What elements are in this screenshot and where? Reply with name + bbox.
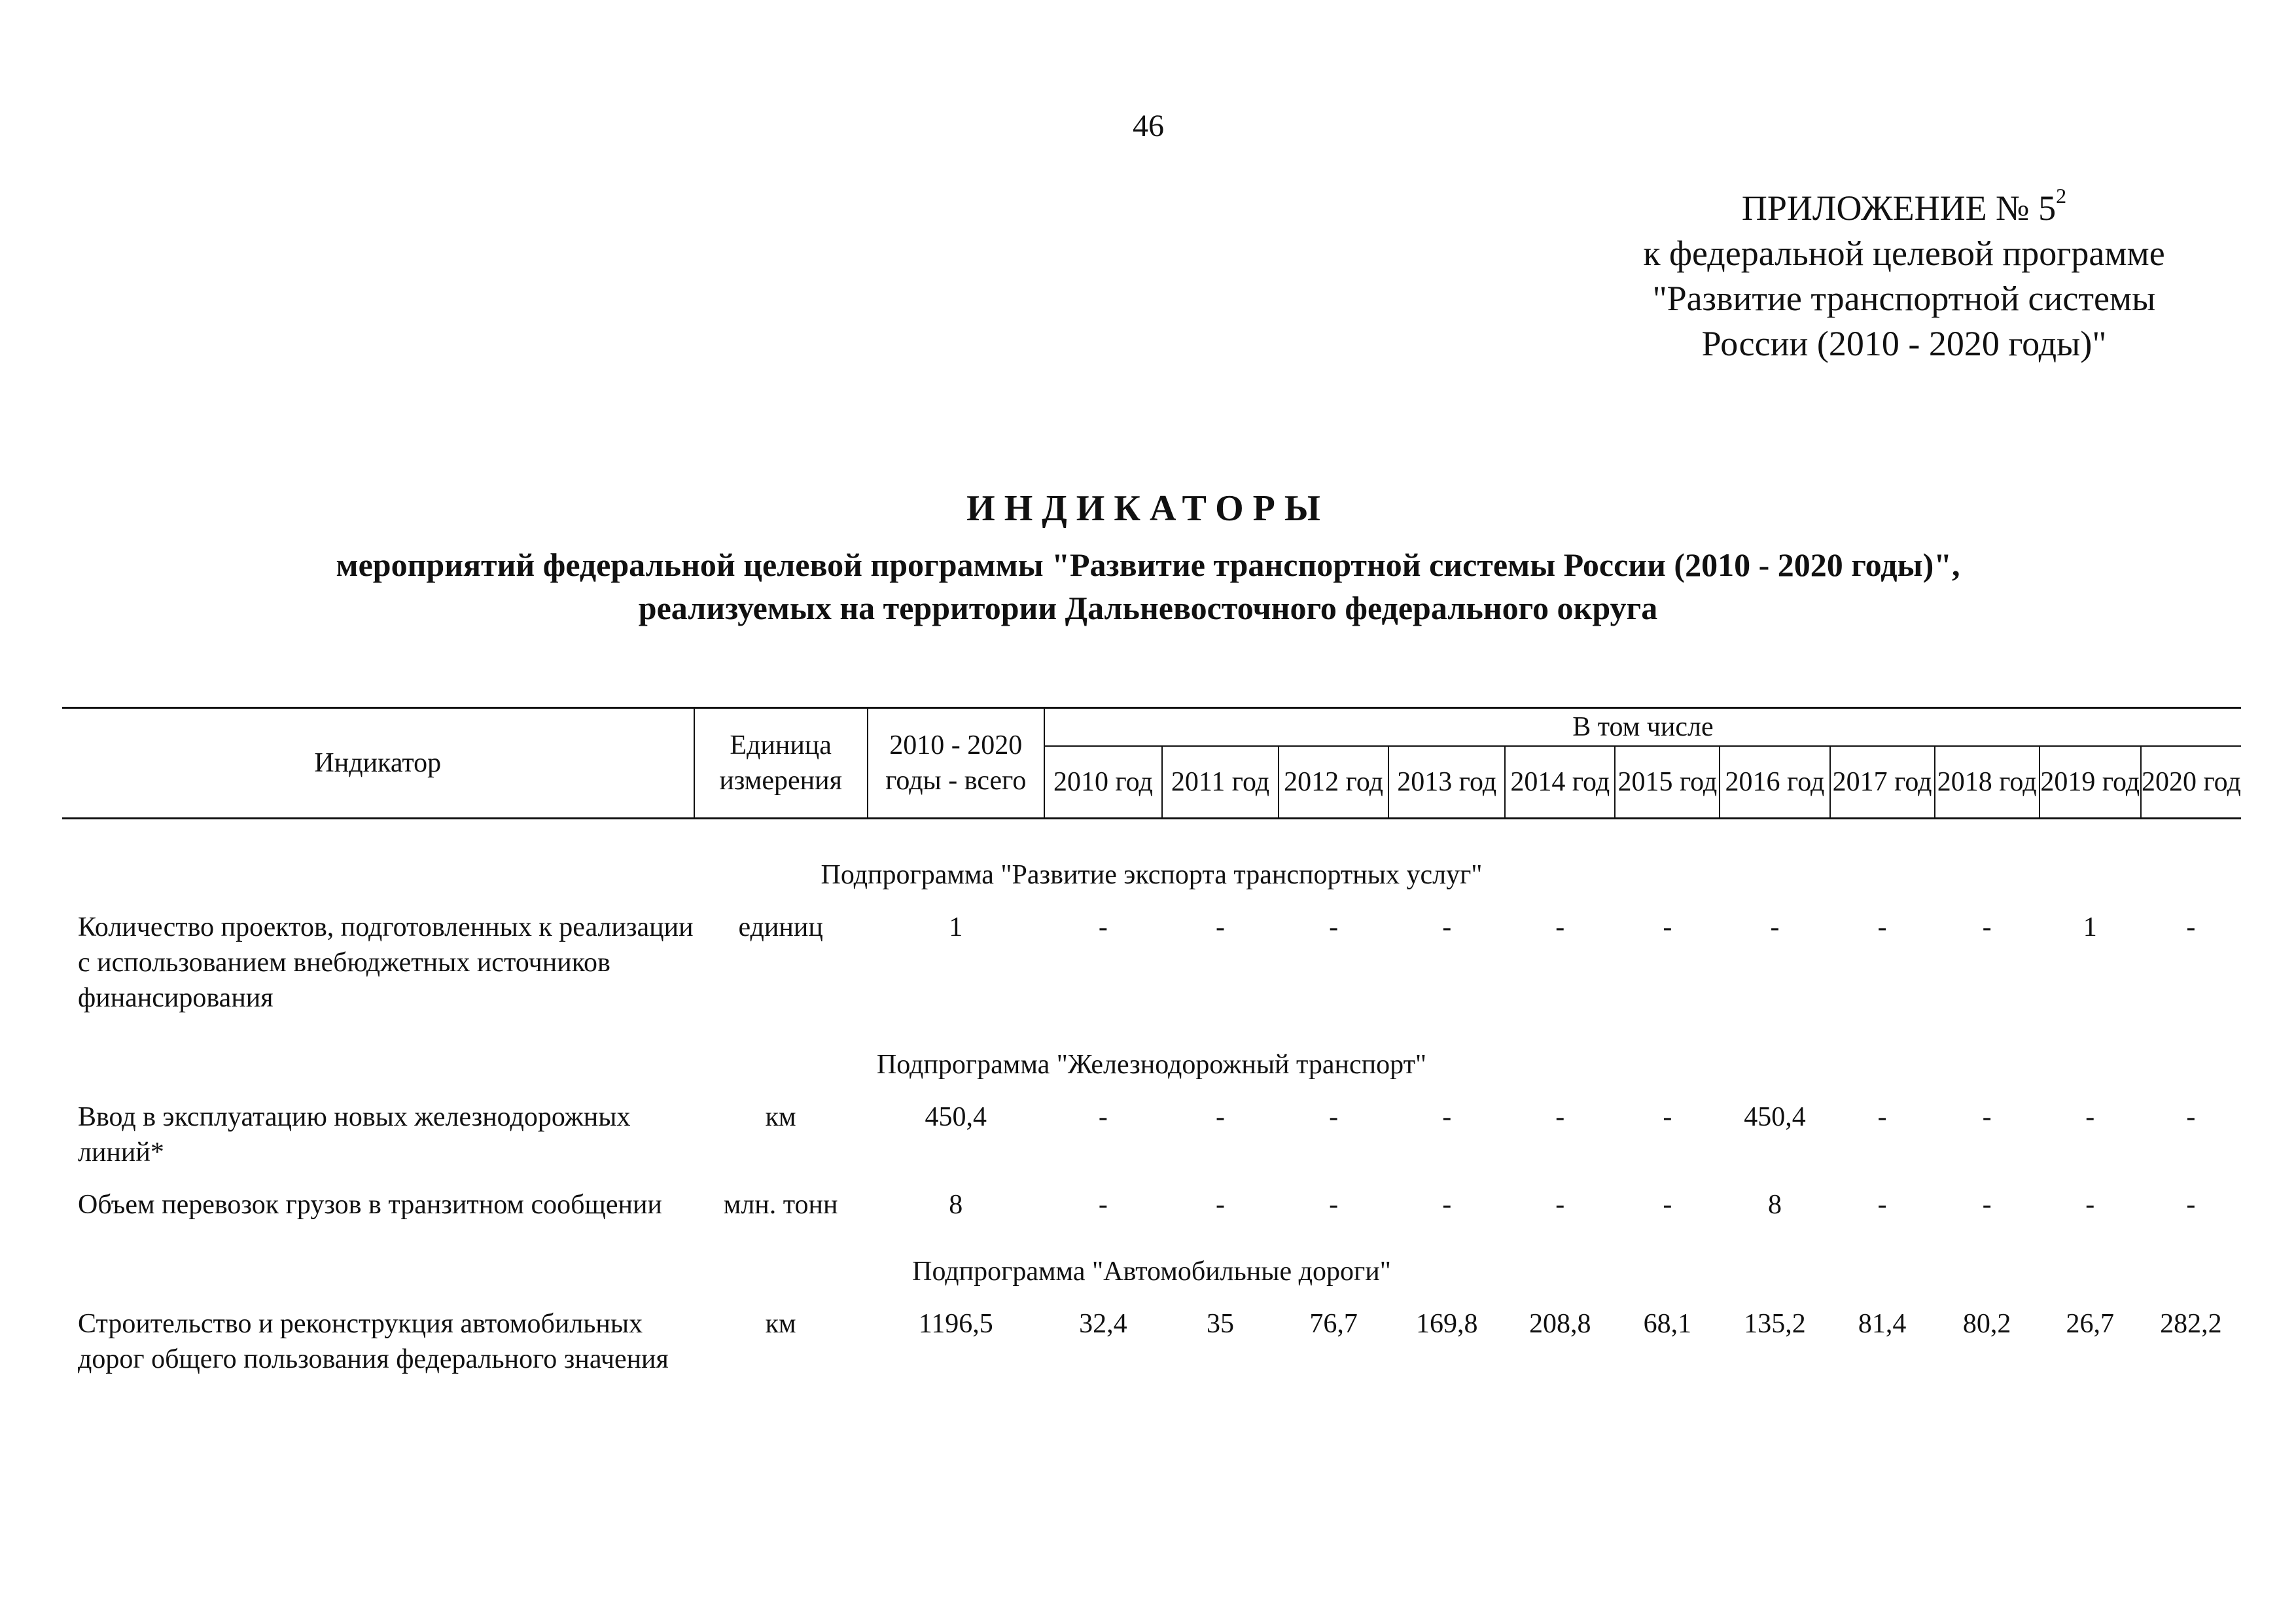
cell-year-value: -: [1329, 1102, 1339, 1132]
appendix-title: ПРИЛОЖЕНИЕ № $5^2$: [1741, 184, 2067, 228]
header-year: 2015 год: [1615, 746, 1720, 819]
cell-year-value: -: [1329, 912, 1339, 942]
cell-unit: единиц: [738, 912, 823, 942]
cell-year-value: -: [1555, 1102, 1565, 1132]
cell-year-value: -: [1982, 912, 1992, 942]
header-year: 2020 год: [2141, 746, 2241, 819]
cell-year-value: 450,4: [1744, 1102, 1806, 1132]
header-year: 2016 год: [1720, 746, 1829, 819]
table-body: [62, 819, 2241, 1395]
header-year: 2010 год: [1044, 746, 1162, 819]
header-year: 2017 год: [1830, 746, 1935, 819]
cell-year-value: 135,2: [1744, 1309, 1806, 1339]
subprogram-row: [62, 843, 2241, 910]
cell-year-value: 76,7: [1309, 1309, 1358, 1339]
cell-indicator: Объем перевозок грузов в транзитном сообщении: [78, 1190, 662, 1220]
document-title: ИНДИКАТОРЫ: [966, 488, 1330, 529]
cell-year-value: 35: [1207, 1309, 1234, 1339]
cell-year-value: -: [1442, 1190, 1452, 1220]
header-year: 2011 год: [1162, 746, 1279, 819]
cell-year-value: -: [1442, 912, 1452, 942]
spacer-cell: [62, 819, 2241, 844]
cell-unit: км: [765, 1309, 796, 1339]
document-subtitle: [131, 543, 2165, 630]
cell-year-value: -: [1216, 1190, 1225, 1220]
cell-year-value: 26,7: [2066, 1309, 2114, 1339]
header-year: 2019 год: [2040, 746, 2141, 819]
cell-indicator: Ввод в эксплуатацию новых железнодорожных линий*: [78, 1102, 631, 1168]
cell-year-value: 81,4: [1858, 1309, 1907, 1339]
cell-year-value: -: [1555, 912, 1565, 942]
cell-year-value: -: [2186, 1102, 2196, 1132]
cell-indicator: Строительство и реконструкция автомобильных дорог общего пользования федерального значения: [78, 1309, 669, 1374]
cell-year-value: -: [1442, 1102, 1452, 1132]
table-row: [62, 1099, 2241, 1187]
header-including: В том числе: [1044, 708, 2241, 747]
document-subtitle-line-2: реализуемых на территории Дальневосточного федерального округа: [638, 590, 1658, 626]
cell-year-value: -: [1098, 1190, 1108, 1220]
cell-year-value: 80,2: [1962, 1309, 2011, 1339]
cell-year-value: -: [2186, 912, 2196, 942]
cell-year-value: -: [1877, 1190, 1887, 1220]
subprogram-title: Подпрограмма "Автомобильные дороги": [912, 1257, 1391, 1287]
subprogram-row: [62, 1240, 2241, 1306]
cell-year-value: -: [1216, 912, 1225, 942]
subprogram-row: [62, 1033, 2241, 1099]
cell-year-value: -: [1663, 1102, 1672, 1132]
cell-total: 8: [949, 1190, 963, 1220]
subprogram-title: Подпрограмма "Железнодорожный транспорт": [876, 1050, 1427, 1080]
cell-total: 1: [949, 912, 963, 942]
cell-year-value: -: [1663, 912, 1672, 942]
cell-year-value: -: [1877, 912, 1887, 942]
cell-year-value: -: [1663, 1190, 1672, 1220]
cell-year-value: -: [1329, 1190, 1339, 1220]
header-year: 2018 год: [1935, 746, 2040, 819]
cell-year-value: -: [1770, 912, 1780, 942]
appendix-line-1: к федеральной целевой программе: [1643, 234, 2165, 273]
header-unit: Единица измерения: [694, 708, 868, 819]
cell-year-value: 68,1: [1643, 1309, 1692, 1339]
cell-year-value: -: [1982, 1102, 1992, 1132]
cell-year-value: -: [1555, 1190, 1565, 1220]
header-total: 2010 - 2020 годы - всего: [868, 708, 1044, 819]
cell-year-value: -: [1098, 912, 1108, 942]
page-number: 46: [1133, 109, 1164, 143]
cell-year-value: 208,8: [1529, 1309, 1591, 1339]
cell-total: 450,4: [925, 1102, 987, 1132]
header-year: 2014 год: [1505, 746, 1615, 819]
header-indicator: Индикатор: [62, 708, 694, 819]
table-row: [62, 1187, 2241, 1240]
subprogram-title: Подпрограмма "Развитие экспорта транспортных услуг": [821, 860, 1483, 890]
cell-year-value: -: [2186, 1190, 2196, 1220]
cell-year-value: 1: [2083, 912, 2097, 942]
cell-year-value: 282,2: [2160, 1309, 2222, 1339]
cell-year-value: 169,8: [1415, 1309, 1478, 1339]
cell-year-value: -: [1982, 1190, 1992, 1220]
cell-year-value: 32,4: [1079, 1309, 1127, 1339]
appendix-block: [1557, 173, 2251, 366]
cell-unit: км: [765, 1102, 796, 1132]
cell-total: 1196,5: [918, 1309, 993, 1339]
appendix-line-3: России (2010 - 2020 годы)": [1701, 324, 2107, 363]
document-subtitle-line-1: мероприятий федеральной целевой программы "Развитие транспортной системы России (2010 - 2020 годы)",: [336, 546, 1960, 583]
cell-year-value: -: [1098, 1102, 1108, 1132]
cell-unit: млн. тонн: [723, 1190, 838, 1220]
cell-indicator: Количество проектов, подготовленных к реализации с использованием внебюджетных источников финансирования: [78, 912, 694, 1013]
appendix-line-2: "Развитие транспортной системы: [1652, 279, 2156, 318]
indicators-table: [62, 707, 2241, 1394]
appendix-title-superscript: 2: [2056, 184, 2067, 207]
header-year: 2012 год: [1279, 746, 1388, 819]
cell-year-value: 8: [1767, 1190, 1782, 1220]
spacer-row: [62, 819, 2241, 844]
header-year: 2013 год: [1388, 746, 1505, 819]
cell-year-value: -: [2085, 1102, 2095, 1132]
cell-year-value: -: [1877, 1102, 1887, 1132]
cell-year-value: -: [1216, 1102, 1225, 1132]
cell-year-value: -: [2085, 1190, 2095, 1220]
table-header: [62, 708, 2241, 819]
table-row: [62, 910, 2241, 1033]
table-row: [62, 1306, 2241, 1394]
